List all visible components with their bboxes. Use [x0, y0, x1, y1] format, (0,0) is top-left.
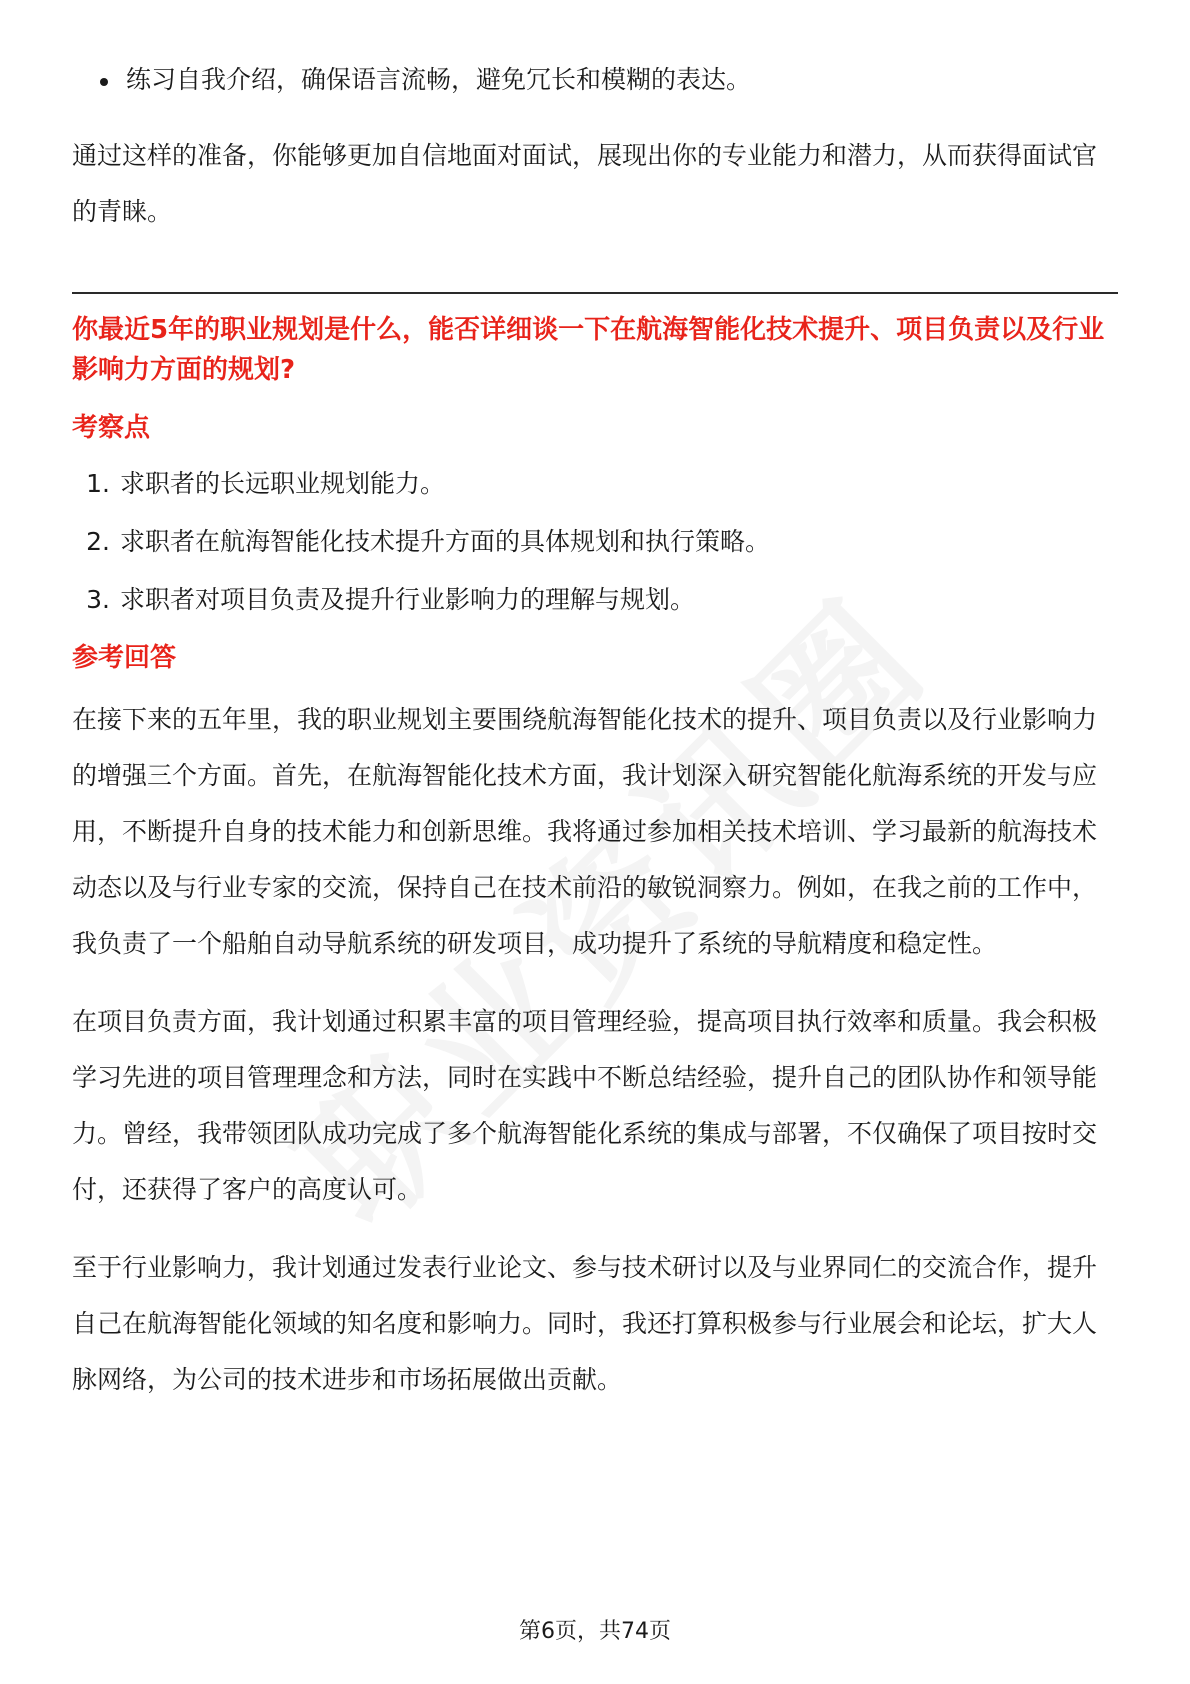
answer-title: 参考回答: [72, 643, 177, 673]
focus-item-index: 3.: [86, 585, 110, 614]
focus-item-2: [72, 522, 1118, 562]
focus-list: [72, 464, 1118, 620]
focus-item-index: 1.: [86, 469, 110, 498]
closing-paragraph: 通过这样的准备，你能够更加自信地面对面试，展现出你的专业能力和潜力，从而获得面试官的青睐。: [72, 141, 1098, 226]
focus-item-text: 求职者在航海智能化技术提升方面的具体规划和执行策略。: [120, 527, 771, 556]
focus-item-1: [72, 464, 1118, 504]
focus-title: 考察点: [72, 413, 151, 443]
tips-bullet-list: [72, 60, 1118, 100]
interview-question: 你最近5年的职业规划是什么，能否详细谈一下在航海智能化技术提升、项目负责以及行业影响力方面的规划?: [72, 315, 1105, 385]
page-content: [72, 60, 1118, 1408]
answer-paragraph-1: 在接下来的五年里，我的职业规划主要围绕航海智能化技术的提升、项目负责以及行业影响力的增强三个方面。首先，在航海智能化技术方面，我计划深入研究智能化航海系统的开发与应用，不断提升自身的技术能力和创新思维。我将通过参加相关技术培训、学习最新的航海技术动态以及与行业专家的交流，保持自己在技术前沿的敏锐洞察力。例如，在我之前的工作中，我负责了一个船舶自动导航系统的研发项目，成功提升了系统的导航精度和稳定性。: [72, 705, 1098, 958]
focus-item-index: 2.: [86, 527, 110, 556]
section-divider: [72, 292, 1118, 294]
tip-bullet-item: 练习自我介绍，确保语言流畅，避免冗长和模糊的表达。: [72, 60, 1118, 100]
focus-item-3: [72, 580, 1118, 620]
focus-item-text: 求职者的长远职业规划能力。: [120, 469, 446, 498]
page-number-footer: 第6页，共74页: [519, 1619, 671, 1644]
answer-paragraph-2: 在项目负责方面，我计划通过积累丰富的项目管理经验，提高项目执行效率和质量。我会积极学习先进的项目管理理念和方法，同时在实践中不断总结经验，提升自己的团队协作和领导能力。曾经，我带领团队成功完成了多个航海智能化系统的集成与部署，不仅确保了项目按时交付，还获得了客户的高度认可。: [72, 1007, 1098, 1204]
answer-paragraph-3: 至于行业影响力，我计划通过发表行业论文、参与技术研讨以及与业界同仁的交流合作，提升自己在航海智能化领域的知名度和影响力。同时，我还打算积极参与行业展会和论坛，扩大人脉网络，为公司的技术进步和市场拓展做出贡献。: [72, 1253, 1098, 1394]
focus-item-text: 求职者对项目负责及提升行业影响力的理解与规划。: [120, 585, 696, 614]
